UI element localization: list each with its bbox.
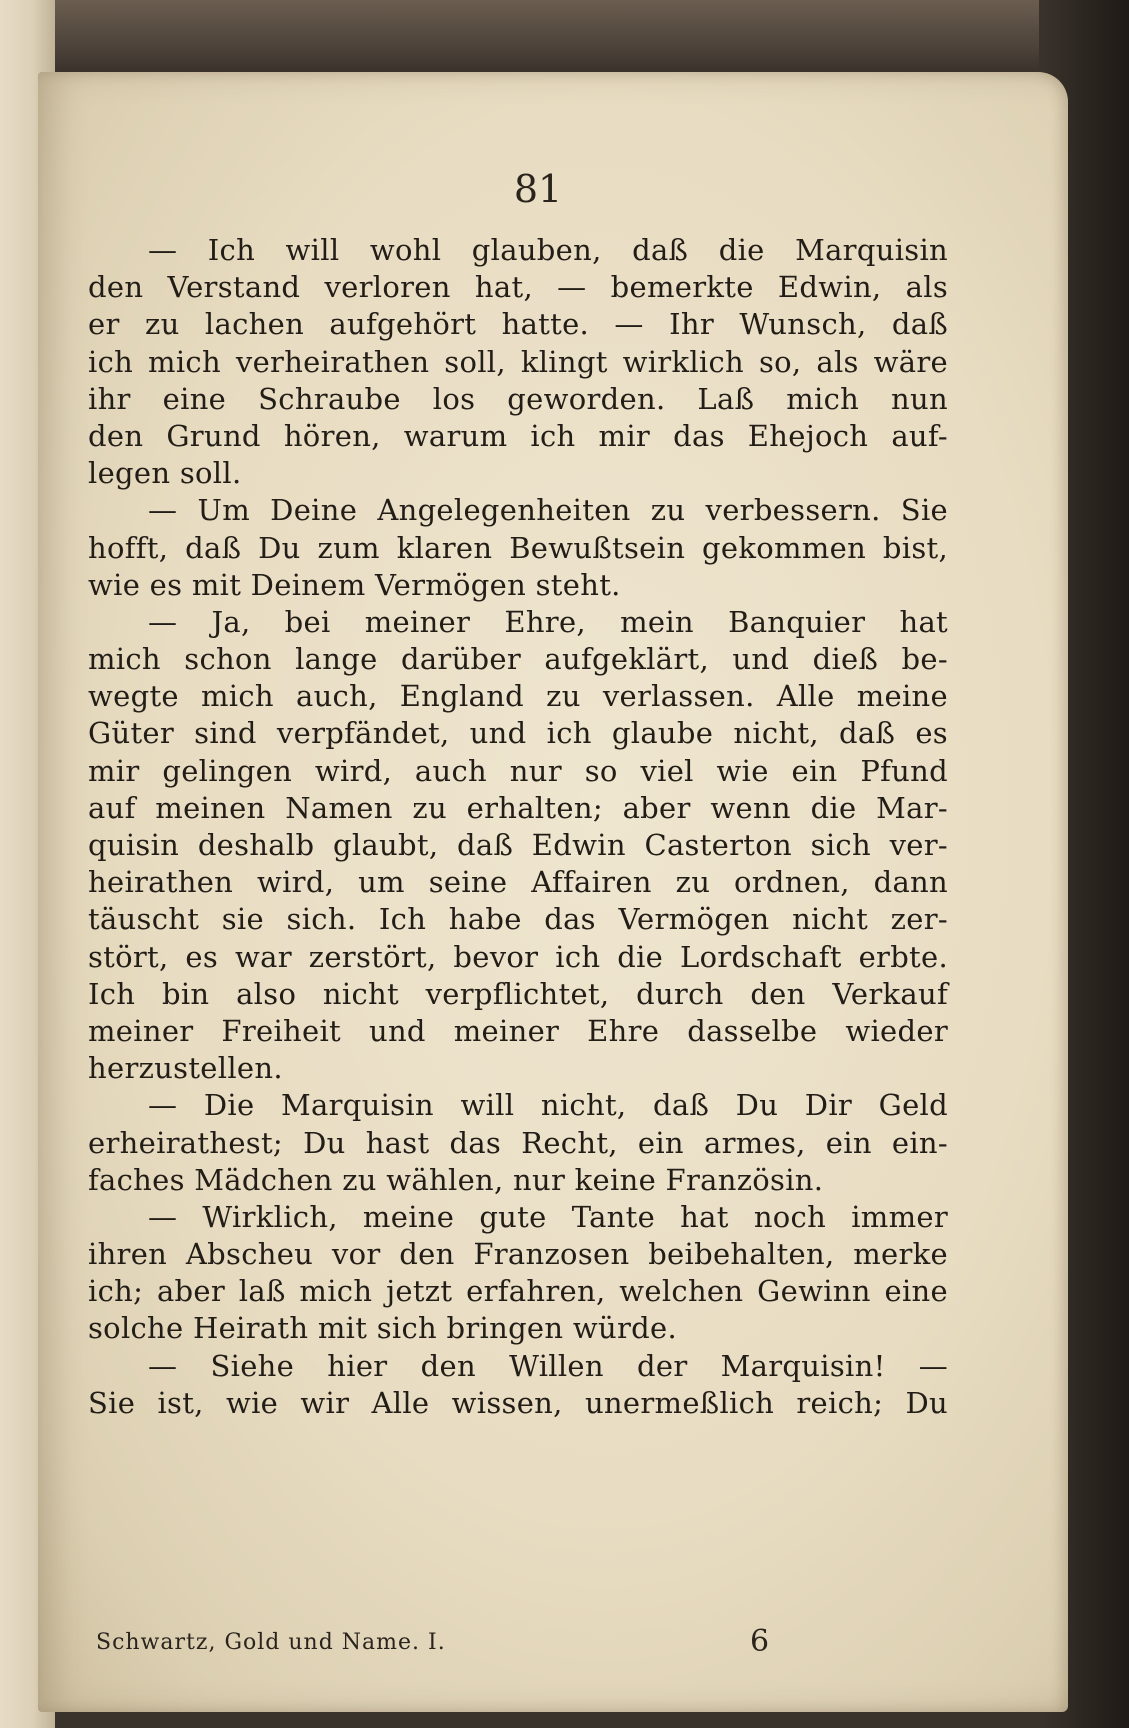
text-line: herzustellen. [88, 1051, 283, 1086]
book-page [38, 72, 1068, 1712]
text-line: er zu lachen aufgehört hatte. — Ihr Wunsch, daß [88, 307, 948, 342]
text-line: den Grund hören, warum ich mir das Ehejoch auf- [88, 418, 948, 453]
text-line: — Ich will wohl glauben, daß die Marquisin [148, 233, 948, 267]
text-line: solche Heirath mit sich bringen würde. [88, 1311, 677, 1346]
text-line: mir gelingen wird, auch nur so viel wie ein Pfund [88, 753, 948, 788]
text-line: meiner Freiheit und meiner Ehre dasselbe wieder [88, 1013, 948, 1048]
footer-book-title: Schwartz, Gold und Name. I. [96, 1630, 446, 1655]
text-line: faches Mädchen zu wählen, nur keine Französin. [88, 1162, 824, 1197]
text-line: legen soll. [88, 456, 242, 491]
text-line: — Wirklich, meine gute Tante hat noch immer [148, 1199, 948, 1234]
text-line: ihr eine Schraube los geworden. Laß mich nun [88, 381, 948, 416]
text-line: hofft, daß Du zum klaren Bewußtsein gekommen bist, [88, 530, 948, 565]
text-line: wegte mich auch, England zu verlassen. Alle meine [88, 679, 948, 714]
text-line: mich schon lange darüber aufgeklärt, und dieß be- [88, 642, 948, 677]
text-line: — Ja, bei meiner Ehre, mein Banquier hat [148, 604, 948, 639]
signature-mark: 6 [750, 1624, 770, 1659]
text-line: — Um Deine Angelegenheiten zu verbessern. Sie [148, 493, 948, 528]
text-line: Ich bin also nicht verpflichtet, durch den Verkauf [88, 976, 948, 1011]
text-line: auf meinen Namen zu erhalten; aber wenn die Mar- [88, 790, 948, 825]
text-line: heirathen wird, um seine Affairen zu ordnen, dann [88, 865, 948, 900]
text-line: ich mich verheirathen soll, klingt wirklich so, als wäre [88, 344, 948, 379]
body-text [88, 232, 948, 1422]
text-line: ihren Abscheu vor den Franzosen beibehalten, merke [88, 1237, 948, 1272]
text-line: erheirathest; Du hast das Recht, ein armes, ein ein- [88, 1125, 948, 1160]
text-line: Sie ist, wie wir Alle wissen, unermeßlich reich; Du [88, 1385, 948, 1420]
text-line: ich; aber laß mich jetzt erfahren, welchen Gewinn eine [88, 1274, 948, 1309]
page-footer [50, 1624, 910, 1670]
text-line: täuscht sie sich. Ich habe das Vermögen nicht zer- [88, 902, 948, 937]
text-line: — Siehe hier den Willen der Marquisin! — [148, 1348, 948, 1383]
text-line: stört, es war zerstört, bevor ich die Lordschaft erbte. [88, 939, 948, 974]
text-line: Güter sind verpfändet, und ich glaube nicht, daß es [88, 716, 948, 751]
text-line: wie es mit Deinem Vermögen steht. [88, 567, 621, 602]
text-line: quisin deshalb glaubt, daß Edwin Casterton sich ver- [88, 828, 948, 862]
text-line: — Die Marquisin will nicht, daß Du Dir Geld [148, 1088, 948, 1123]
text-line: den Verstand verloren hat, — bemerkte Edwin, als [88, 270, 948, 305]
page-number: 81 [513, 167, 563, 211]
